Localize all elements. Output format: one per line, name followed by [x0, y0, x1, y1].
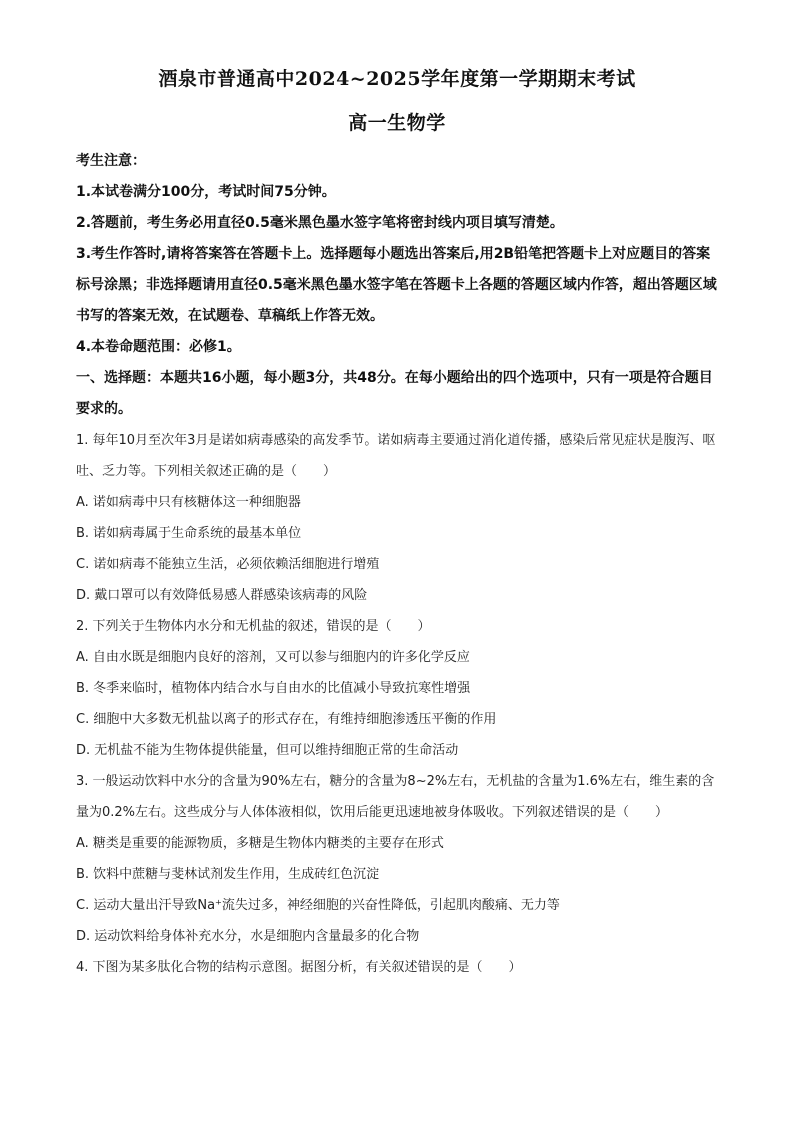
question-option: B. 冬季来临时，植物体内结合水与自由水的比值减小导致抗寒性增强	[76, 681, 471, 696]
question-3	[76, 766, 722, 952]
notice-item: 3.考生作答时,请将答案答在答题卡上。选择题每小题选出答案后,用2B铅笔把答题卡上对应题目的答案标号涂黑；非选择题请用直径0.5毫米黑色墨水签字笔在答题卡上各题的答题区域内作答，超出答题区域书写的答案无效，在试题卷、草稿纸上作答无效。	[76, 246, 717, 324]
question-option: A. 诺如病毒中只有核糖体这一种细胞器	[76, 495, 301, 510]
question-2	[76, 611, 722, 766]
question-option: A. 糖类是重要的能源物质，多糖是生物体内糖类的主要存在形式	[76, 836, 444, 851]
question-stem: 2. 下列关于生物体内水分和无机盐的叙述，错误的是（ ）	[76, 619, 431, 634]
question-option: D. 戴口罩可以有效降低易感人群感染该病毒的风险	[76, 588, 368, 603]
question-option: D. 运动饮料给身体补充水分，水是细胞内含量最多的化合物	[76, 929, 420, 944]
notice-item: 1.本试卷满分100分，考试时间75分钟。	[76, 184, 336, 200]
section-heading: 一、选择题：本题共16小题，每小题3分，共48分。在每小题给出的四个选项中，只有一项是符合题目要求的。	[76, 370, 713, 417]
question-option: B. 诺如病毒属于生命系统的最基本单位	[76, 526, 302, 541]
question-option: A. 自由水既是细胞内良好的溶剂，又可以参与细胞内的许多化学反应	[76, 650, 470, 665]
notice-item: 4.本卷命题范围：必修1。	[76, 339, 241, 355]
question-1	[76, 425, 722, 611]
question-option: D. 无机盐不能为生物体提供能量，但可以维持细胞正常的生命活动	[76, 743, 459, 758]
exam-content	[76, 146, 722, 983]
notice-heading: 考生注意：	[76, 153, 146, 169]
notice-item: 2.答题前，考生务必用直径0.5毫米黑色墨水签字笔将密封线内项目填写清楚。	[76, 215, 564, 231]
question-stem: 3. 一般运动饮料中水分的含量为90%左右，糖分的含量为8~2%左右，无机盐的含量为1.6%左右，维生素的含量为0.2%左右。这些成分与人体体液相似，饮用后能更迅速地被身体吸收。下列叙述错误的是（ ）	[76, 774, 715, 820]
question-stem: 4. 下图为某多肽化合物的结构示意图。据图分析，有关叙述错误的是（ ）	[76, 960, 522, 975]
question-option: C. 运动大量出汗导致Na⁺流失过多，神经细胞的兴奋性降低，引起肌肉酸痛、无力等	[76, 898, 560, 913]
subject-title: 高一生物学	[348, 112, 446, 134]
question-4	[76, 952, 722, 983]
exam-title: 酒泉市普通高中2024~2025学年度第一学期期末考试	[158, 68, 636, 90]
question-option: C. 细胞中大多数无机盐以离子的形式存在，有维持细胞渗透压平衡的作用	[76, 712, 497, 727]
question-stem: 1. 每年10月至次年3月是诺如病毒感染的高发季节。诺如病毒主要通过消化道传播，感染后常见症状是腹泻、呕吐、乏力等。下列相关叙述正确的是（ ）	[76, 433, 716, 479]
question-option: C. 诺如病毒不能独立生活，必须依赖活细胞进行增殖	[76, 557, 380, 572]
question-option: B. 饮料中蔗糖与斐林试剂发生作用，生成砖红色沉淀	[76, 867, 380, 882]
